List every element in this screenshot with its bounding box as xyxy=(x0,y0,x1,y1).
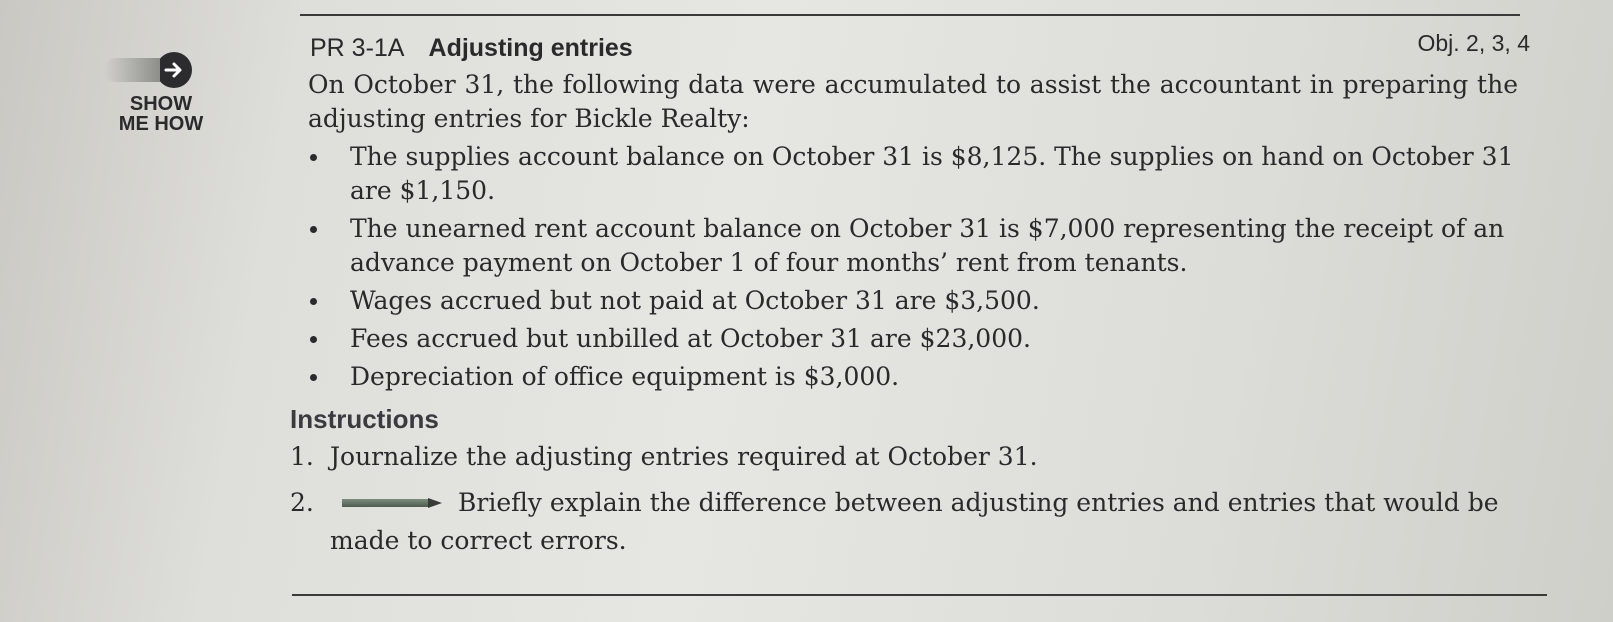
show-me-how-label: SHOW ME HOW xyxy=(118,93,204,135)
instruction-text: Journalize the adjusting entries required at October 31. xyxy=(330,442,1038,471)
instruction-number: 1. xyxy=(290,442,314,471)
list-item: Depreciation of office equipment is $3,000. xyxy=(308,360,1518,398)
problem-header xyxy=(310,30,1530,70)
bullet-dot-icon xyxy=(310,154,317,161)
instruction-item xyxy=(290,484,1520,560)
instructions-list xyxy=(290,438,1520,560)
list-item: Wages accrued but not paid at October 31 are $3,500. xyxy=(308,284,1518,322)
bottom-rule xyxy=(292,594,1547,596)
bullet-dot-icon xyxy=(310,336,317,343)
data-bullet-list xyxy=(308,140,1518,398)
list-item: Fees accrued but unbilled at October 31 are $23,000. xyxy=(308,322,1518,360)
bullet-dot-icon xyxy=(310,226,317,233)
arrow-right-circle-icon xyxy=(156,52,192,88)
instructions-heading: Instructions xyxy=(290,404,439,434)
problem-id: PR 3-1A xyxy=(310,34,405,62)
instruction-item xyxy=(290,438,1520,476)
bullet-dot-icon xyxy=(310,374,317,381)
top-rule xyxy=(300,14,1520,16)
instruction-number: 2. xyxy=(290,488,314,517)
list-item: The supplies account balance on October 31 is $8,125. The supplies on hand on October 31 are $1,150. xyxy=(308,140,1518,212)
bullet-dot-icon xyxy=(310,298,317,305)
pencil-icon xyxy=(342,498,442,508)
problem-intro: On October 31, the following data were accumulated to assist the accountant in preparing the adjusting entries for Bickle Realty: xyxy=(308,70,1518,133)
objectives-label: Obj. 2, 3, 4 xyxy=(1417,30,1530,56)
problem-title: Adjusting entries xyxy=(428,34,633,62)
list-item: The unearned rent account balance on October 31 is $7,000 representing the receipt of an advance payment on October 1 of four months’ rent from tenants. xyxy=(308,212,1518,284)
show-me-how-button[interactable] xyxy=(92,52,222,135)
instruction-text: Briefly explain the difference between adjusting entries and entries that would be made to correct errors. xyxy=(330,488,1499,555)
